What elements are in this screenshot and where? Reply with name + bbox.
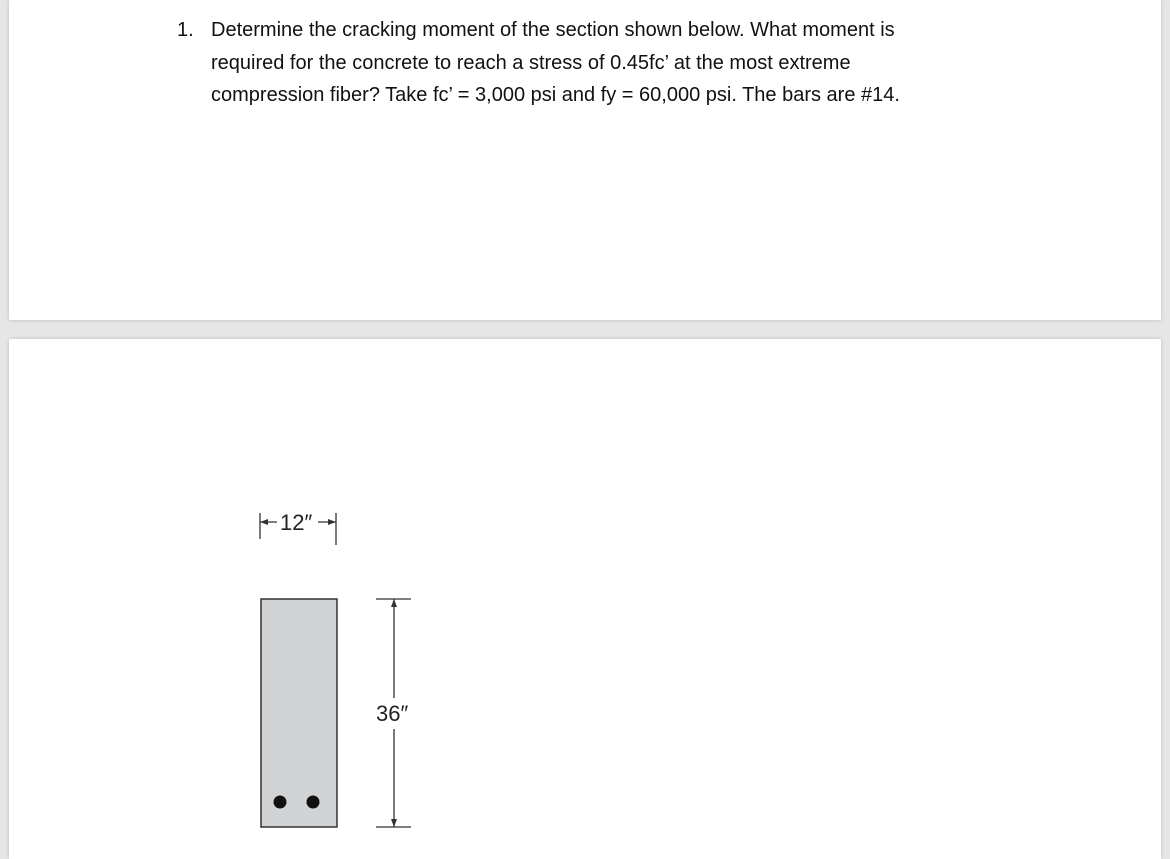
rebar xyxy=(274,796,287,809)
problem-text xyxy=(211,14,900,112)
width-dimension xyxy=(260,510,336,545)
problem-line: Determine the cracking moment of the section shown below. What moment is xyxy=(211,19,895,41)
height-label: 36″ xyxy=(376,701,409,726)
width-dim-left-arrow xyxy=(260,519,268,525)
document-page-2 xyxy=(9,339,1161,859)
problem-line: required for the concrete to reach a stress of 0.45fc’ at the most extreme xyxy=(211,51,851,74)
beam-section-figure xyxy=(9,339,1161,859)
concrete-section xyxy=(261,599,337,827)
height-dim-bottom-arrow xyxy=(391,819,397,827)
rebar xyxy=(307,796,320,809)
document-page-1 xyxy=(9,0,1161,320)
height-dim-top-arrow xyxy=(391,599,397,607)
problem-number: 1. xyxy=(177,19,194,41)
width-label: 12″ xyxy=(280,510,313,535)
problem-line: compression fiber? Take fc’ = 3,000 psi and fy = 60,000 psi. The bars are #14. xyxy=(211,84,900,106)
height-dimension xyxy=(376,599,411,827)
width-dim-right-arrow xyxy=(328,519,336,525)
